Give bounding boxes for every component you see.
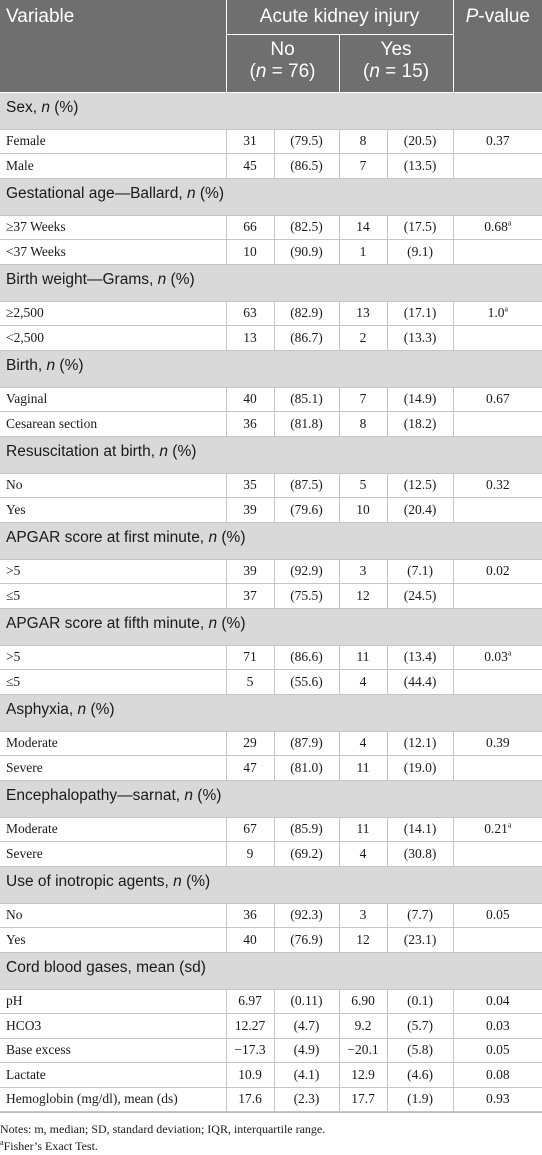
cell-yes-count: 17.7 xyxy=(339,1087,387,1112)
cell-p-value xyxy=(453,584,542,609)
cell-no-percent: (86.5) xyxy=(274,154,339,179)
cell-no-count: 37 xyxy=(226,584,274,609)
cell-no-percent: (92.9) xyxy=(274,559,339,584)
cell-no-count: 40 xyxy=(226,928,274,953)
row-label: Moderate xyxy=(0,817,226,842)
cell-no-count: 45 xyxy=(226,154,274,179)
cell-p-value: 0.05 xyxy=(453,903,542,928)
cell-no-count: 35 xyxy=(226,473,274,498)
cell-p-value: 0.05 xyxy=(453,1038,542,1063)
section-header-row xyxy=(0,866,542,903)
row-label: Lactate xyxy=(0,1063,226,1088)
cell-p-value xyxy=(453,412,542,437)
cell-p-value: 0.04 xyxy=(453,989,542,1014)
section-header-row xyxy=(0,350,542,387)
table-row xyxy=(0,989,542,1014)
footnote-text: Fisher’s Exact Test. xyxy=(3,1139,98,1153)
cell-no-percent: (55.6) xyxy=(274,670,339,695)
cell-p-value xyxy=(453,240,542,265)
cell-no-count: 10.9 xyxy=(226,1063,274,1088)
table-row xyxy=(0,817,542,842)
section-title: Encephalopathy—sarnat, n (%) xyxy=(0,780,542,817)
table-row xyxy=(0,326,542,351)
cell-p-value xyxy=(453,326,542,351)
row-label: Hemoglobin (mg/dl), mean (ds) xyxy=(0,1087,226,1112)
cell-no-percent: (79.5) xyxy=(274,129,339,154)
section-header-row xyxy=(0,522,542,559)
cell-yes-percent: (5.7) xyxy=(387,1014,453,1039)
section-header-row xyxy=(0,608,542,645)
row-label: Moderate xyxy=(0,731,226,756)
cell-no-count: 13 xyxy=(226,326,274,351)
cell-p-value: 0.32 xyxy=(453,473,542,498)
row-label: No xyxy=(0,903,226,928)
header-p-italic: P xyxy=(465,6,479,27)
row-label: ≤5 xyxy=(0,670,226,695)
cell-yes-percent: (7.7) xyxy=(387,903,453,928)
header-no-count: (n = 76) xyxy=(249,60,316,82)
cell-no-count: 6.97 xyxy=(226,989,274,1014)
table-row xyxy=(0,731,542,756)
header-variable: Variable xyxy=(0,0,226,92)
footnote-mark: a xyxy=(504,304,508,314)
row-label: ≥2,500 xyxy=(0,301,226,326)
cell-yes-count: 7 xyxy=(339,387,387,412)
table-body xyxy=(0,92,542,1112)
cell-p-value: 0.21$^a$ xyxy=(453,817,542,842)
cell-no-count: 10 xyxy=(226,240,274,265)
cell-yes-percent: (23.1) xyxy=(387,928,453,953)
cell-p-value: 0.39 xyxy=(453,731,542,756)
table-row xyxy=(0,498,542,523)
table-row xyxy=(0,645,542,670)
cell-p-value: 0.93 xyxy=(453,1087,542,1112)
row-label: Vaginal xyxy=(0,387,226,412)
cell-yes-percent: (14.9) xyxy=(387,387,453,412)
header-yes-count: (n = 15) xyxy=(363,60,430,82)
row-label: ≤5 xyxy=(0,584,226,609)
row-label: Yes xyxy=(0,498,226,523)
row-label: >5 xyxy=(0,645,226,670)
cell-yes-count: 2 xyxy=(339,326,387,351)
cell-p-value: 0.67 xyxy=(453,387,542,412)
cell-yes-percent: (0.1) xyxy=(387,989,453,1014)
header-p-rest: -value xyxy=(478,6,530,27)
cell-p-value xyxy=(453,928,542,953)
cell-no-percent: (4.1) xyxy=(274,1063,339,1088)
cell-no-count: 5 xyxy=(226,670,274,695)
header-yes-label: Yes xyxy=(380,38,412,60)
cell-p-value: 0.02 xyxy=(453,559,542,584)
cell-yes-count: 6.90 xyxy=(339,989,387,1014)
cell-p-value xyxy=(453,154,542,179)
section-header-row xyxy=(0,92,542,129)
table-row xyxy=(0,1038,542,1063)
table-row xyxy=(0,129,542,154)
cell-yes-percent: (13.5) xyxy=(387,154,453,179)
table-row xyxy=(0,387,542,412)
table-row xyxy=(0,473,542,498)
section-title: Use of inotropic agents, n (%) xyxy=(0,866,542,903)
section-title: APGAR score at first minute, n (%) xyxy=(0,522,542,559)
cell-no-count: 36 xyxy=(226,903,274,928)
cell-no-percent: (90.9) xyxy=(274,240,339,265)
cell-yes-count: 8 xyxy=(339,412,387,437)
row-label: Female xyxy=(0,129,226,154)
cell-yes-percent: (4.6) xyxy=(387,1063,453,1088)
section-header-row xyxy=(0,264,542,301)
cell-yes-percent: (20.4) xyxy=(387,498,453,523)
section-title: Asphyxia, n (%) xyxy=(0,694,542,731)
cell-no-percent: (79.6) xyxy=(274,498,339,523)
cell-no-count: 39 xyxy=(226,559,274,584)
cell-yes-count: 8 xyxy=(339,129,387,154)
cell-yes-percent: (30.8) xyxy=(387,842,453,867)
cell-yes-count: 5 xyxy=(339,473,387,498)
cell-yes-percent: (44.4) xyxy=(387,670,453,695)
footnote-mark: a xyxy=(0,1138,4,1147)
table-row xyxy=(0,1014,542,1039)
cell-no-count: 66 xyxy=(226,215,274,240)
table-row xyxy=(0,215,542,240)
cell-yes-count: 10 xyxy=(339,498,387,523)
table-row xyxy=(0,1063,542,1088)
cell-p-value xyxy=(453,842,542,867)
cell-no-percent: (92.3) xyxy=(274,903,339,928)
row-label: Male xyxy=(0,154,226,179)
header-no-label: No xyxy=(270,38,295,60)
cell-no-percent: (81.8) xyxy=(274,412,339,437)
row-label: pH xyxy=(0,989,226,1014)
header-acute-kidney-injury: Acute kidney injury xyxy=(226,0,453,34)
cell-yes-percent: (17.1) xyxy=(387,301,453,326)
cell-no-count: 12.27 xyxy=(226,1014,274,1039)
cell-p-value: 0.68$^a$ xyxy=(453,215,542,240)
section-title: Birth weight—Grams, n (%) xyxy=(0,264,542,301)
table-row xyxy=(0,903,542,928)
cell-yes-count: 13 xyxy=(339,301,387,326)
row-label: No xyxy=(0,473,226,498)
row-label: <37 Weeks xyxy=(0,240,226,265)
row-label: ≥37 Weeks xyxy=(0,215,226,240)
row-label: Cesarean section xyxy=(0,412,226,437)
header-yes xyxy=(339,34,453,92)
footnote-fisher xyxy=(0,1138,542,1155)
cell-no-percent: (87.5) xyxy=(274,473,339,498)
footnote-mark: a xyxy=(507,218,512,228)
cell-p-value: 0.37 xyxy=(453,129,542,154)
section-title: Birth, n (%) xyxy=(0,350,542,387)
cell-yes-percent: (13.3) xyxy=(387,326,453,351)
row-label: <2,500 xyxy=(0,326,226,351)
cell-yes-count: 4 xyxy=(339,731,387,756)
section-title: Gestational age—Ballard, n (%) xyxy=(0,178,542,215)
cell-no-count: 71 xyxy=(226,645,274,670)
cell-yes-percent: (1.9) xyxy=(387,1087,453,1112)
section-header-row xyxy=(0,952,542,989)
row-label: Base excess xyxy=(0,1038,226,1063)
cell-yes-percent: (7.1) xyxy=(387,559,453,584)
cell-yes-percent: (18.2) xyxy=(387,412,453,437)
section-header-row xyxy=(0,694,542,731)
cell-yes-percent: (24.5) xyxy=(387,584,453,609)
section-header-row xyxy=(0,436,542,473)
table-row xyxy=(0,301,542,326)
table-row xyxy=(0,842,542,867)
table-row xyxy=(0,412,542,437)
cell-yes-percent: (20.5) xyxy=(387,129,453,154)
cell-no-count: 9 xyxy=(226,842,274,867)
cell-no-percent: (87.9) xyxy=(274,731,339,756)
cell-p-value: 0.08 xyxy=(453,1063,542,1088)
cell-no-count: −17.3 xyxy=(226,1038,274,1063)
cell-yes-count: 12.9 xyxy=(339,1063,387,1088)
cell-yes-count: 3 xyxy=(339,903,387,928)
cell-no-percent: (82.9) xyxy=(274,301,339,326)
section-title: APGAR score at fifth minute, n (%) xyxy=(0,608,542,645)
table-row xyxy=(0,756,542,781)
row-label: HCO3 xyxy=(0,1014,226,1039)
cell-yes-percent: (19.0) xyxy=(387,756,453,781)
cell-yes-percent: (14.1) xyxy=(387,817,453,842)
footnote-mark: a xyxy=(507,820,512,830)
table-row xyxy=(0,670,542,695)
table-header xyxy=(0,0,542,92)
cell-yes-percent: (17.5) xyxy=(387,215,453,240)
cell-no-percent: (86.7) xyxy=(274,326,339,351)
row-label: Severe xyxy=(0,756,226,781)
section-title: Sex, n (%) xyxy=(0,92,542,129)
cell-no-count: 63 xyxy=(226,301,274,326)
cell-no-percent: (85.1) xyxy=(274,387,339,412)
cell-yes-count: 4 xyxy=(339,842,387,867)
header-p-value xyxy=(453,0,542,92)
cell-yes-count: 1 xyxy=(339,240,387,265)
row-label: Severe xyxy=(0,842,226,867)
section-title: Cord blood gases, mean (sd) xyxy=(0,952,542,989)
cell-no-count: 39 xyxy=(226,498,274,523)
cell-no-percent: (85.9) xyxy=(274,817,339,842)
cell-yes-percent: (5.8) xyxy=(387,1038,453,1063)
cell-yes-percent: (13.4) xyxy=(387,645,453,670)
cell-yes-count: 11 xyxy=(339,756,387,781)
table-row xyxy=(0,240,542,265)
cell-yes-percent: (12.1) xyxy=(387,731,453,756)
cell-yes-count: 14 xyxy=(339,215,387,240)
cell-p-value xyxy=(453,498,542,523)
cell-no-percent: (82.5) xyxy=(274,215,339,240)
cell-no-percent: (75.5) xyxy=(274,584,339,609)
section-header-row xyxy=(0,178,542,215)
cell-p-value: 1.0$^a$ xyxy=(453,301,542,326)
table-row xyxy=(0,559,542,584)
cell-no-percent: (76.9) xyxy=(274,928,339,953)
table-row xyxy=(0,584,542,609)
section-title: Resuscitation at birth, n (%) xyxy=(0,436,542,473)
cell-yes-count: 7 xyxy=(339,154,387,179)
cell-no-count: 36 xyxy=(226,412,274,437)
cell-no-count: 67 xyxy=(226,817,274,842)
cell-yes-count: 11 xyxy=(339,817,387,842)
cell-yes-count: 9.2 xyxy=(339,1014,387,1039)
cell-yes-count: 12 xyxy=(339,584,387,609)
table-notes xyxy=(0,1112,542,1155)
cell-yes-count: 12 xyxy=(339,928,387,953)
cell-no-count: 47 xyxy=(226,756,274,781)
cell-no-percent: (0.11) xyxy=(274,989,339,1014)
header-no xyxy=(226,34,339,92)
cell-no-percent: (81.0) xyxy=(274,756,339,781)
cell-no-percent: (69.2) xyxy=(274,842,339,867)
cell-no-percent: (86.6) xyxy=(274,645,339,670)
cell-p-value xyxy=(453,756,542,781)
cell-no-count: 31 xyxy=(226,129,274,154)
row-label: Yes xyxy=(0,928,226,953)
cell-p-value: 0.03 xyxy=(453,1014,542,1039)
footnote-mark: a xyxy=(507,648,512,658)
cell-no-count: 17.6 xyxy=(226,1087,274,1112)
row-label: >5 xyxy=(0,559,226,584)
cell-yes-percent: (9.1) xyxy=(387,240,453,265)
cell-yes-count: 11 xyxy=(339,645,387,670)
notes-line: Notes: m, median; SD, standard deviation; IQR, interquartile range. xyxy=(0,1122,326,1136)
cell-yes-count: −20.1 xyxy=(339,1038,387,1063)
section-header-row xyxy=(0,780,542,817)
cell-no-count: 29 xyxy=(226,731,274,756)
table-row xyxy=(0,1087,542,1112)
cell-p-value: 0.03$^a$ xyxy=(453,645,542,670)
cell-no-percent: (4.7) xyxy=(274,1014,339,1039)
cell-no-percent: (2.3) xyxy=(274,1087,339,1112)
cell-no-percent: (4.9) xyxy=(274,1038,339,1063)
cell-yes-count: 3 xyxy=(339,559,387,584)
cell-yes-percent: (12.5) xyxy=(387,473,453,498)
cell-p-value xyxy=(453,670,542,695)
table-row xyxy=(0,154,542,179)
table-row xyxy=(0,928,542,953)
cell-no-count: 40 xyxy=(226,387,274,412)
cell-yes-count: 4 xyxy=(339,670,387,695)
